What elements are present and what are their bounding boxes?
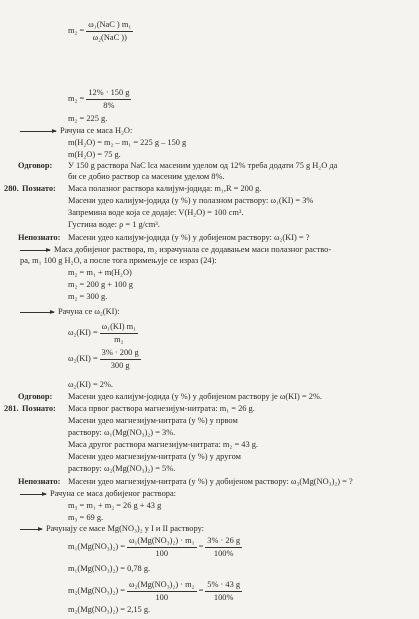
text-line: Маса добијеног раствора, m₂ израчунала се додавањем маси полазног раство- [54, 245, 332, 254]
formula-numerator: ω₁(KI) m₁ [100, 322, 138, 334]
answer-text: би се добио раствор са масеним уделом 8%. [68, 172, 225, 181]
text-line: m(H₂O) = 75 g. [68, 150, 121, 159]
unknown-label: Непознато: [18, 233, 61, 242]
formula-w2-values [68, 348, 143, 370]
arrow-right-icon [20, 494, 46, 495]
text-line: Рачунају се масе Mg(NO₃)₂ у I и II раствору: [46, 524, 204, 533]
formula-denominator: m₂ [114, 334, 124, 344]
text-line: Маса полазног раствора калијум-јодида: m₁,R = 200 g. [68, 184, 262, 193]
formula-numerator: ω₁(NaC ) m₁ [86, 20, 133, 32]
answer-text: У 150 g раствора NaC lса масеним уделом од 12% треба додати 75 g H₂O да [68, 161, 338, 170]
arrow-right-icon [20, 131, 56, 132]
text-line: раствору: ω₁(Mg(NO₃)₂) = 3%. [68, 428, 176, 437]
text-line: Рачуна се маса H₂O: [60, 126, 133, 135]
text-line: Маса другог раствора магнезијум-нитрата: m₂ = 43 g. [68, 440, 259, 449]
text-line: Запремина воде која се додаје: V(H₂O) = 100 cm³. [68, 208, 244, 217]
text-line: m₃ = m₁ + m₂ = 26 g + 43 g [68, 501, 162, 510]
formula-m2-mgno3 [68, 580, 244, 602]
formula-denominator: 8% [103, 100, 115, 110]
formula-equals: = [198, 542, 204, 552]
text-line: ω₂(KI) = 2%. [68, 380, 114, 389]
text-line: Масени удео калијум-јодида (у %) у добијеном раствору: ω₂(KI) = ? [68, 233, 310, 242]
problem-number: 280. [4, 184, 19, 193]
text-line: m₂ = 225 g. [68, 114, 108, 123]
formula-denominator: 100% [213, 592, 234, 602]
formula-lhs: m₂(Mg(NO₃)₂) = [68, 586, 125, 596]
text-line: m₃ = 69 g. [68, 513, 104, 522]
unknown-label: Непознато: [18, 477, 61, 486]
problem-number: 281. [4, 404, 19, 413]
text-line: m₂ = m₁ + m(H₂O) [68, 268, 132, 277]
formula-numerator: 3% · 26 g [205, 536, 242, 548]
formula-numerator: ω₂(Mg(NO₃)₂) · m₂ [127, 580, 197, 592]
text-line: Масени удео магнезијум-нитрата (у %) у првом [68, 416, 238, 425]
given-label: Познато: [22, 184, 56, 193]
text-line: m₂(Mg(NO₃)₂) = 2,15 g. [68, 605, 151, 614]
given-label: Познато: [22, 404, 56, 413]
formula-lhs: ω₂(KI) = [68, 328, 98, 338]
formula-w2-general [68, 322, 140, 344]
formula-lhs: ω₂(KI) = [68, 354, 98, 364]
formula-denominator: 100 [155, 548, 169, 558]
formula-denominator: 100% [213, 548, 234, 558]
text-line: Масени удео магнезијум-нитрата (у %) у добијеном раствору: ω₃(Mg(NO₃)₂) = ? [68, 477, 353, 486]
formula-lhs: m₂ = [68, 94, 85, 104]
formula-m2-values [68, 88, 133, 110]
text-line: m₂ = 300 g. [68, 292, 108, 301]
formula-m1-mgno3 [68, 536, 244, 558]
text-line: Масени удео калијум-јодида (у %) у полазном раствору: ω₁(KI) = 3% [68, 196, 314, 205]
arrow-right-icon [20, 529, 42, 530]
arrow-right-icon [20, 250, 50, 251]
text-line: Масени удео магнезијум-нитрата (у %) у другом [68, 452, 241, 461]
formula-equals: = [198, 586, 204, 596]
formula-denominator: 100 [155, 592, 169, 602]
text-line: Густина воде: ρ = 1 g/cm³. [68, 220, 160, 229]
formula-lhs: m₁(Mg(NO₃)₂) = [68, 542, 125, 552]
text-line: ра, m₁ 100 g H₂O, а после тога примењује се израз (24): [20, 256, 217, 265]
text-line: Маса првог раствора магнезијум-нитрата: m₁ = 26 g. [68, 404, 255, 413]
arrow-right-icon [20, 312, 54, 313]
text-line: раствору: ω₂(Mg(NO₃)₂) = 5%. [68, 464, 176, 473]
answer-label: Одговор: [18, 392, 53, 401]
text-line: m₁(Mg(NO₃)₂) = 0,78 g. [68, 564, 151, 573]
formula-numerator: 3% · 200 g [100, 348, 141, 360]
formula-denominator: 300 g [110, 360, 130, 370]
formula-numerator: ω₁(Mg(NO₃)₂) · m₁ [127, 536, 197, 548]
answer-label: Одговор: [18, 161, 53, 170]
answer-text: Масени удео калијум-јодида (у %) у добијеном раствору је ω(KI) = 2%. [68, 392, 322, 401]
text-line: m₂ = 200 g + 100 g [68, 280, 133, 289]
formula-m2-general [68, 20, 135, 42]
formula-lhs: m₂ = [68, 26, 85, 36]
text-line: Рачуна се маса добијеног раствора: [50, 489, 176, 498]
formula-numerator: 5% · 43 g [205, 580, 242, 592]
formula-denominator: ω₂(NaC )) [92, 32, 127, 42]
text-line: m(H₂O) = m₂ – m₁ = 225 g – 150 g [68, 138, 187, 147]
text-line: Рачуна се ω₂(KI): [58, 307, 120, 316]
formula-numerator: 12% · 150 g [86, 88, 131, 100]
